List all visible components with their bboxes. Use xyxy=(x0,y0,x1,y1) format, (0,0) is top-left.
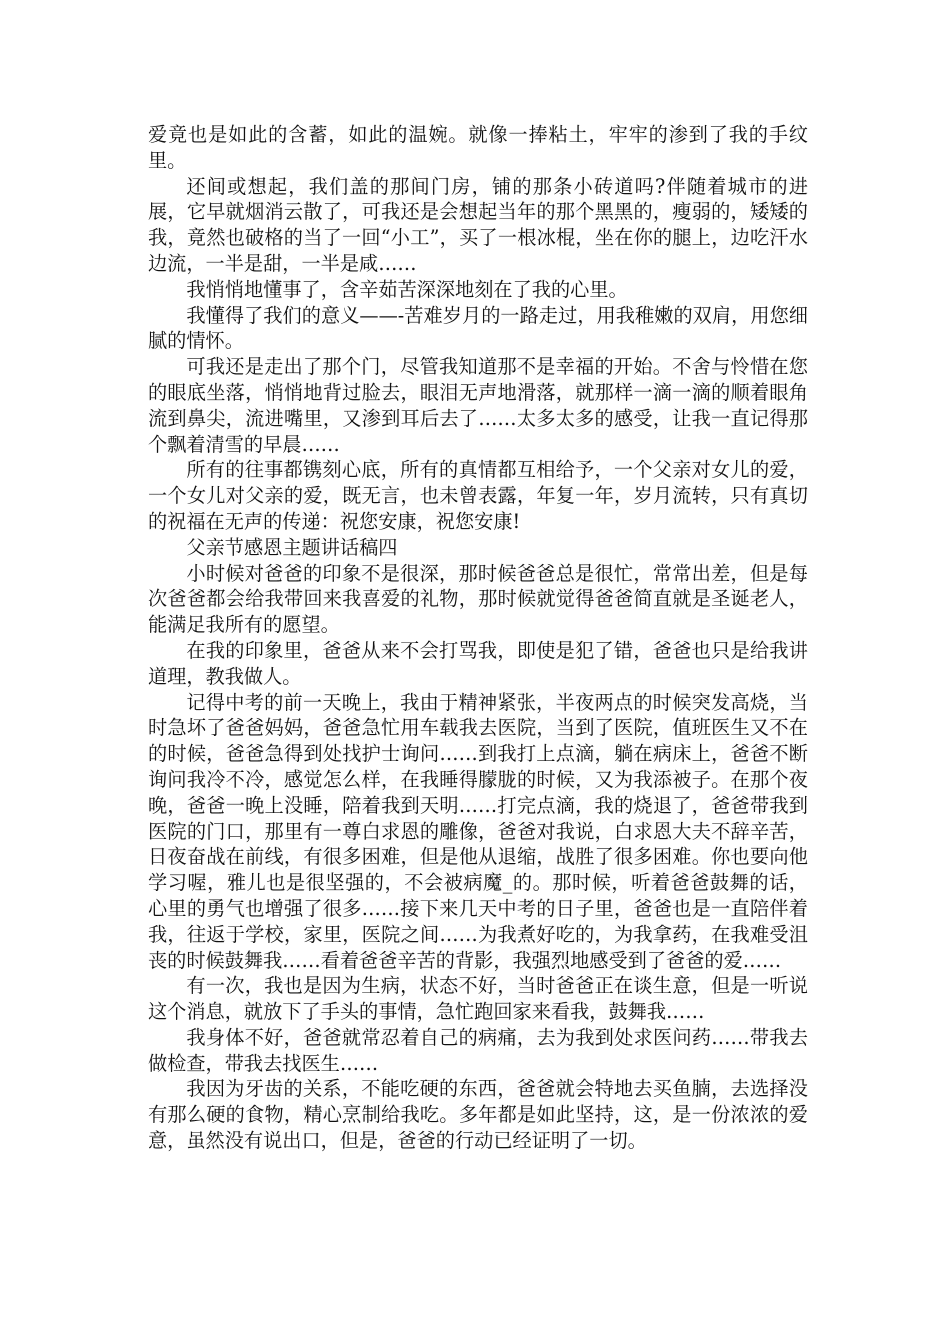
document-page xyxy=(148,122,808,1154)
paragraph: 我因为牙齿的关系，不能吃硬的东西，爸爸就会特地去买鱼腩，去选择没有那么硬的食物，精心烹制给我吃。多年都是如此坚持，这，是一份浓浓的爱意，虽然没有说出口，但是，爸爸的行动已经证明了一切。 xyxy=(148,1077,808,1153)
paragraph: 所有的往事都镌刻心底，所有的真情都互相给予，一个父亲对女儿的爱，一个女儿对父亲的爱，既无言，也未曾表露，年复一年，岁月流转，只有真切的祝福在无声的传递：祝您安康，祝您安康! xyxy=(148,458,808,533)
paragraph-continuation: 爱竟也是如此的含蓄，如此的温婉。就像一捧粘土，牢牢的渗到了我的手纹里。 xyxy=(148,123,808,172)
paragraph: 我身体不好，爸爸就常忍着自己的病痛，去为我到处求医问药……带我去做检查，带我去找医生…… xyxy=(148,1025,808,1075)
section-heading: 父亲节感恩主题讲话稿四 xyxy=(186,535,398,559)
paragraph: 我懂得了我们的意义——-苦难岁月的一路走过，用我稚嫩的双肩，用您细腻的情怀。 xyxy=(148,303,808,353)
paragraph: 有一次，我也是因为生病，状态不好，当时爸爸正在谈生意，但是一听说这个消息，就放下了手头的事情，急忙跑回家来看我，鼓舞我…… xyxy=(148,974,808,1024)
paragraph: 还间或想起，我们盖的那间门房，铺的那条小砖道吗?伴随着城市的进展，它早就烟消云散了，可我还是会想起当年的那个黑黑的，瘦弱的，矮矮的我，竟然也破格的当了一回“小工”，买了一根冰棍，坐在你的腿上，边吃汗水边流，一半是甜，一半是咸…… xyxy=(148,174,808,275)
paragraph: 记得中考的前一天晚上，我由于精神紧张，半夜两点的时候突发高烧，当时急坏了爸爸妈妈，爸爸急忙用车载我去医院，当到了医院，值班医生又不在的时候，爸爸急得到处找护士询问……到我打上点滴，躺在病床上，爸爸不断询问我冷不冷，感觉怎么样，在我睡得朦胧的时候，又为我添被子。在那个夜晚，爸爸一晚上没睡，陪着我到天明……打完点滴，我的烧退了，爸爸带我到医院的门口，那里有一尊白求恩的雕像，爸爸对我说，白求恩大夫不辞辛苦，日夜奋战在前线，有很多困难，但是他从退缩，战胜了很多困难。你也要向他学习喔，雅儿也是很坚强的，不会被病魔_的。那时候，听着爸爸鼓舞的话，心里的勇气也增强了很多……接下来几天中考的日子里，爸爸也是一直陪伴着我，往返于学校，家里，医院之间……为我煮好吃的，为我拿药，在我难受沮丧的时候鼓舞我……看着爸爸辛苦的背影，我强烈地感受到了爸爸的爱…… xyxy=(148,690,808,972)
paragraph: 可我还是走出了那个门，尽管我知道那不是幸福的开始。不舍与怜惜在您的眼底坐落，悄悄地背过脸去，眼泪无声地滑落，就那样一滴一滴的顺着眼角流到鼻尖，流进嘴里，又渗到耳后去了……太多太多的感受，让我一直记得那个飘着清雪的早晨…… xyxy=(148,355,808,456)
paragraph: 我悄悄地懂事了，含辛茹苦深深地刻在了我的心里。 xyxy=(186,277,628,301)
paragraph: 小时候对爸爸的印象不是很深，那时候爸爸总是很忙，常常出差，但是每次爸爸都会给我带回来我喜爱的礼物，那时候就觉得爸爸简直就是圣诞老人，能满足我所有的愿望。 xyxy=(148,561,808,637)
paragraph: 在我的印象里，爸爸从来不会打骂我，即使是犯了错，爸爸也只是给我讲道理，教我做人。 xyxy=(148,638,808,688)
